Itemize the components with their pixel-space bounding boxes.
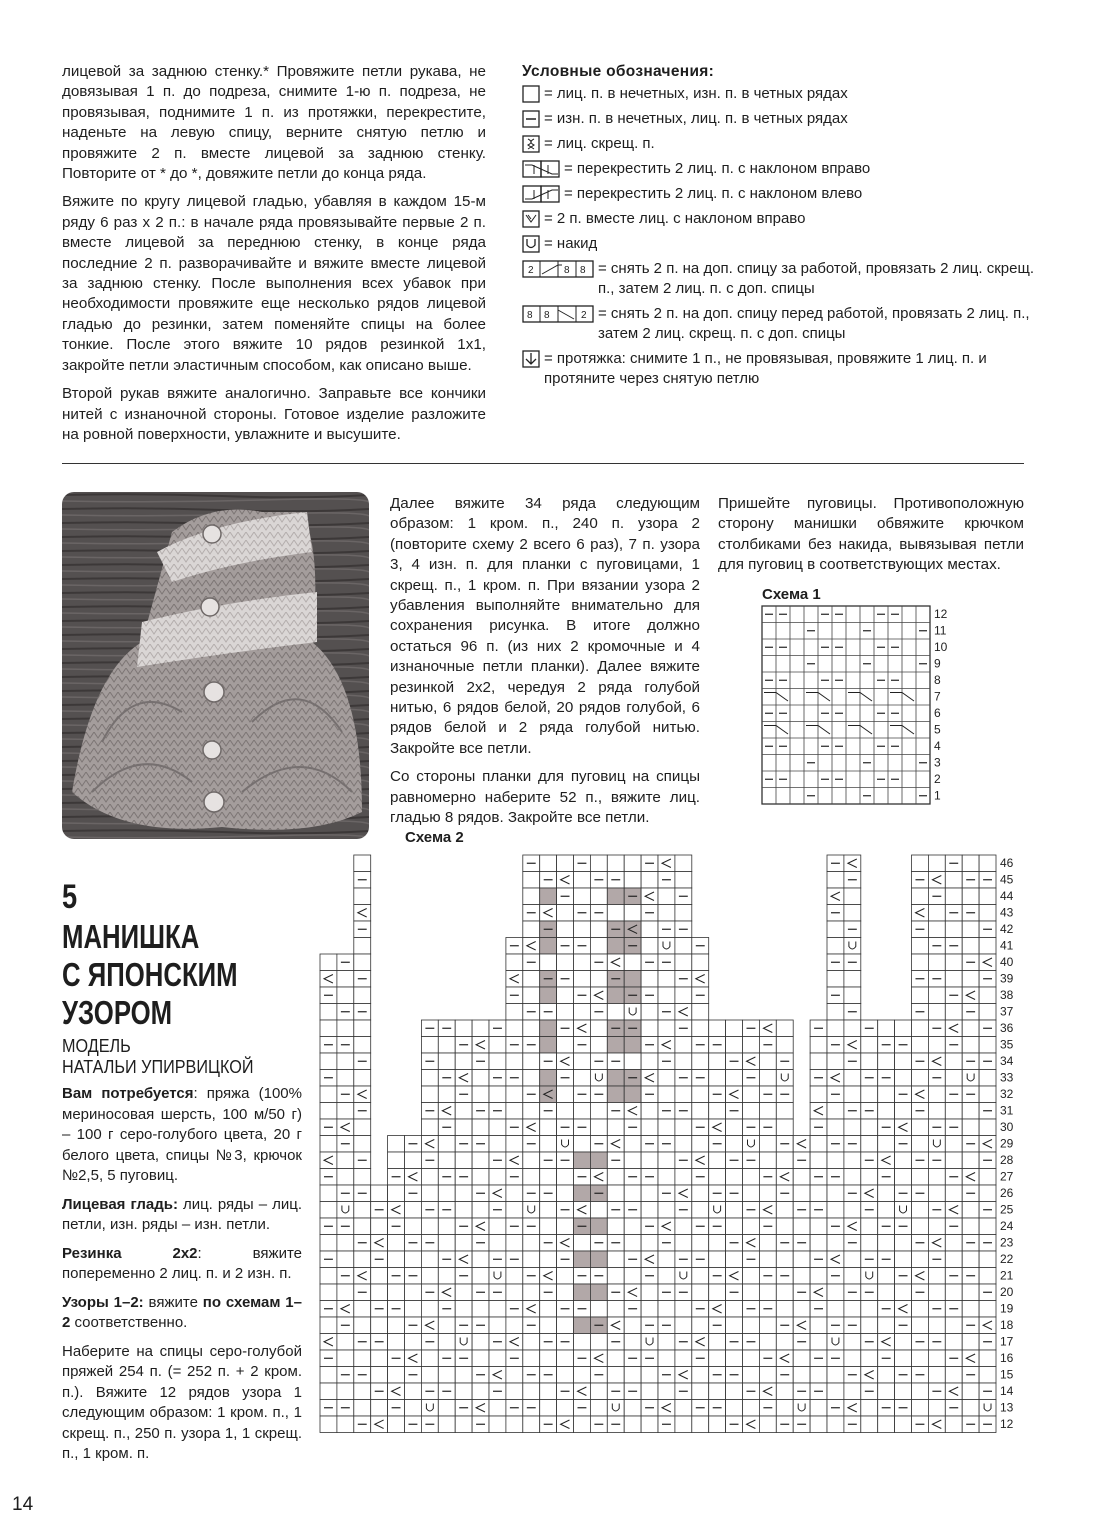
label: Узоры 1–2: [62,1293,144,1311]
row-number: 34 [1000,1054,1014,1068]
row-number: 32 [1000,1087,1014,1101]
text: : вяжите попеременно 2 лиц. п. и 2 изн. п. [62,1244,302,1282]
legend-item [522,159,1042,179]
legend-text: = лиц. скрещ. п. [544,135,655,152]
paragraph: лицевой за заднюю стенку.* Провяжите петли рукава, не довязывая 1 п. до подреза, снимите 1-ю п. подреза, не провязывая, поднимите 1 п. из протяжки, перекрестите, наденьте на левую спицу, верните снятую петлю и провяжите 2 п. вместе лицевой за заднюю стенку. Повторите от * до *, довяжите петли до конца ряда. [62,63,486,183]
row-number: 1 [934,788,941,803]
k2tog-right-icon [522,210,540,228]
legend-text: = 2 п. вместе лиц. с наклоном вправо [544,210,806,227]
legend-item [522,304,1042,344]
model-photo [62,492,369,839]
row-number: 26 [1000,1186,1014,1200]
legend [522,62,1042,394]
yarn-over-icon [522,235,540,253]
row-number: 15 [1000,1367,1014,1382]
row-number: 24 [1000,1219,1014,1233]
row-number: 45 [1000,872,1014,887]
row-number: 18 [1000,1318,1014,1332]
row-number: 27 [1000,1169,1014,1184]
svg-text:8: 8 [580,265,586,276]
scheme2-title: Схема 2 [405,829,464,846]
materials-cast-on: Наберите на спицы серо-голубой пряжей 254 п. (= 252 п. + 2 кром. п.). Вяжите 12 рядов узора 1 следующим образом: 1 кром. п., 1 скрещ. п., 250 п. узора 1, 1 скрещ. п., 1 кром. п. [62,1342,302,1462]
row-number: 38 [1000,988,1014,1002]
legend-item [522,84,1042,104]
paragraph: Со стороны планки для пуговиц на спицы равномерно наберите 52 п., вяжите лиц. гладью 8 рядов. Закройте все петли. [390,768,700,827]
row-number: 9 [934,656,941,671]
legend-text: = протяжка: снимите 1 п., не провязывая, провяжите 1 лиц. п. и протяните через снятую петлю [544,350,987,387]
row-number: 30 [1000,1120,1014,1134]
row-number: 37 [1000,1004,1014,1019]
label: Лицевая гладь: [62,1195,178,1213]
page-number: 14 [12,1494,34,1515]
row-number: 36 [1000,1021,1014,1035]
row-number: 20 [1000,1285,1014,1299]
svg-text:8: 8 [564,265,570,276]
row-number: 29 [1000,1136,1014,1151]
row-number: 40 [1000,955,1014,969]
scheme1-title: Схема 1 [762,586,821,603]
row-number: 35 [1000,1037,1014,1052]
paragraph: Второй рукав вяжите аналогично. Заправьте все кончики нитей с изнаночной стороны. Готовое изделие разложите на ровной поверхности, увлажните и высушите. [62,385,486,443]
legend-text: = изн. п. в нечетных, лиц. п. в четных рядах [544,110,848,127]
scheme1-grid [762,606,930,804]
row-number: 5 [934,722,941,737]
legend-item [522,209,1042,229]
model-author [62,1036,253,1078]
row-number: 11 [934,623,947,638]
legend-text: = накид [544,235,598,252]
paragraph: Пришейте пуговицы. Противоположную сторону манишки обвяжите крючком столбиками без накида, вывязывая петли для пуговиц в соответствующих местах. [718,495,1024,574]
paragraph: Вяжите по кругу лицевой гладью, убавляя в каждом 15-м ряду 6 раз х 2 п.: в начале ряда провязывайте первые 2 п. вместе лицевой за переднюю стенку, в конце ряда последние 2 п. разворачивайте и вяжите вместе лицевой за заднюю стенку. После выполнения всех убавок при необходимости провяжите еще несколько рядов лицевой гладью до резинки, затем поменяйте спицы на более тонкие. После этого вяжите 10 рядов резинкой 1х1, закройте петли эластичным способом, как описано выше. [62,193,486,374]
text: по схемам 1–2 [62,1293,302,1331]
title-line: УЗОРОМ [62,994,173,1031]
author-line: МОДЕЛЬ [62,1036,131,1056]
title-line: С ЯПОНСКИМ [62,956,238,993]
row-number: 10 [934,640,948,654]
cross-left-icon [522,185,560,203]
row-number: 6 [934,706,941,720]
row-number: 43 [1000,905,1014,920]
text: лиц. ряды – лиц. петли, изн. ряды – изн. петли. [62,1195,302,1233]
row-number: 46 [1000,856,1014,870]
row-number: 31 [1000,1103,1014,1118]
empty-square-icon [522,85,540,103]
row-number: 21 [1000,1268,1014,1283]
text: : пряжа (100% мериносовая шерсть, 100 м/50 г) – 100 г серо-голубого цвета, 20 г белого цвета, спицы №3, крючок №2,5, 5 пуговиц. [62,1085,302,1184]
legend-text: = лиц. п. в нечетных, изн. п. в четных рядах [544,85,848,102]
legend-item [522,134,1042,154]
author-line: НАТАЛЬИ УПИРВИЦКОЙ [62,1057,254,1077]
scheme2-grid [320,855,996,1433]
legend-text: = снять 2 п. на доп. спицу за работой, провязать 2 лиц. скрещ. п., затем 2 лиц. п. с доп. спицы [598,260,1034,297]
model-number: 5 [62,878,78,916]
materials-needs [62,1084,302,1187]
row-number: 12 [934,607,948,621]
text: соответственно. [70,1314,188,1331]
knitted-collar-image [62,492,369,839]
row-number: 42 [1000,922,1014,936]
row-number: 39 [1000,971,1014,986]
row-number: 13 [1000,1400,1014,1415]
crossed-stitch-icon [522,135,540,153]
legend-item [522,109,1042,129]
materials [62,1084,302,1473]
svg-text:8: 8 [527,310,533,321]
row-number: 8 [934,673,941,687]
svg-text:2: 2 [581,310,587,321]
materials-stockinette [62,1195,302,1236]
pull-through-icon [522,350,540,368]
row-number: 4 [934,739,941,753]
cross-right-icon [522,160,560,178]
paragraph: Далее вяжите 34 ряда следующим образом: 1 кром. п., 240 п. узора 2 (повторите схему 2 всего 6 раз), 7 п. узора 3, 4 изн. п. для планки с пуговицами, 1 скрещ. п., 1 кром. п. При вязании узора 2 убавления выполняйте внимательно для сохранения рисунка. В итоге должно остаться 96 п. (из них 2 кромочные и 4 изнаночные петли планки). Далее вяжите резинкой 2х2, чередуя 2 ряда голубой нитью, 6 рядов белой, 20 рядов голубой, 6 рядов белой и 2 ряда голубой нитью. Закройте все петли. [390,495,700,757]
row-number: 41 [1000,938,1014,953]
scheme1-chart [762,606,962,816]
section-divider [62,463,1024,464]
row-number: 22 [1000,1252,1014,1266]
legend-item [522,349,1042,389]
row-number: 3 [934,755,941,770]
row-number: 16 [1000,1351,1014,1365]
legend-item [522,259,1042,299]
row-number: 28 [1000,1153,1014,1167]
row-number: 2 [934,772,941,786]
row-number: 7 [934,689,941,704]
middle-text [390,494,700,837]
svg-text:8: 8 [544,310,550,321]
row-number: 33 [1000,1070,1014,1085]
legend-text: = снять 2 п. на доп. спицу перед работой, провязать 2 лиц. п., затем 2 лиц. скрещ. п. с доп. спицы [598,305,1030,342]
dash-square-icon [522,110,540,128]
row-number: 44 [1000,889,1014,903]
row-number: 23 [1000,1235,1014,1250]
legend-item [522,234,1042,254]
cable-back-icon [522,260,594,278]
top-left-text [62,62,486,453]
materials-patterns [62,1293,302,1334]
title-line: МАНИШКА [62,918,200,955]
row-number: 17 [1000,1334,1014,1349]
cable-front-icon [522,305,594,323]
right-text [718,494,1024,584]
svg-text:2: 2 [528,265,534,276]
legend-title: Условные обозначения: [522,63,715,80]
row-number: 25 [1000,1202,1014,1217]
label: Вам потребуется [62,1085,194,1102]
text: вяжите [143,1293,203,1311]
legend-item [522,184,1042,204]
model-title [62,918,238,1032]
scheme2-chart [320,855,1020,1475]
materials-rib [62,1244,302,1285]
label: Резинка 2х2 [62,1244,198,1262]
row-number: 19 [1000,1301,1014,1316]
legend-text: = перекрестить 2 лиц. п. с наклоном вправо [564,160,871,177]
legend-text: = перекрестить 2 лиц. п. с наклоном влево [564,185,863,202]
row-number: 12 [1000,1417,1014,1431]
row-number: 14 [1000,1384,1014,1398]
